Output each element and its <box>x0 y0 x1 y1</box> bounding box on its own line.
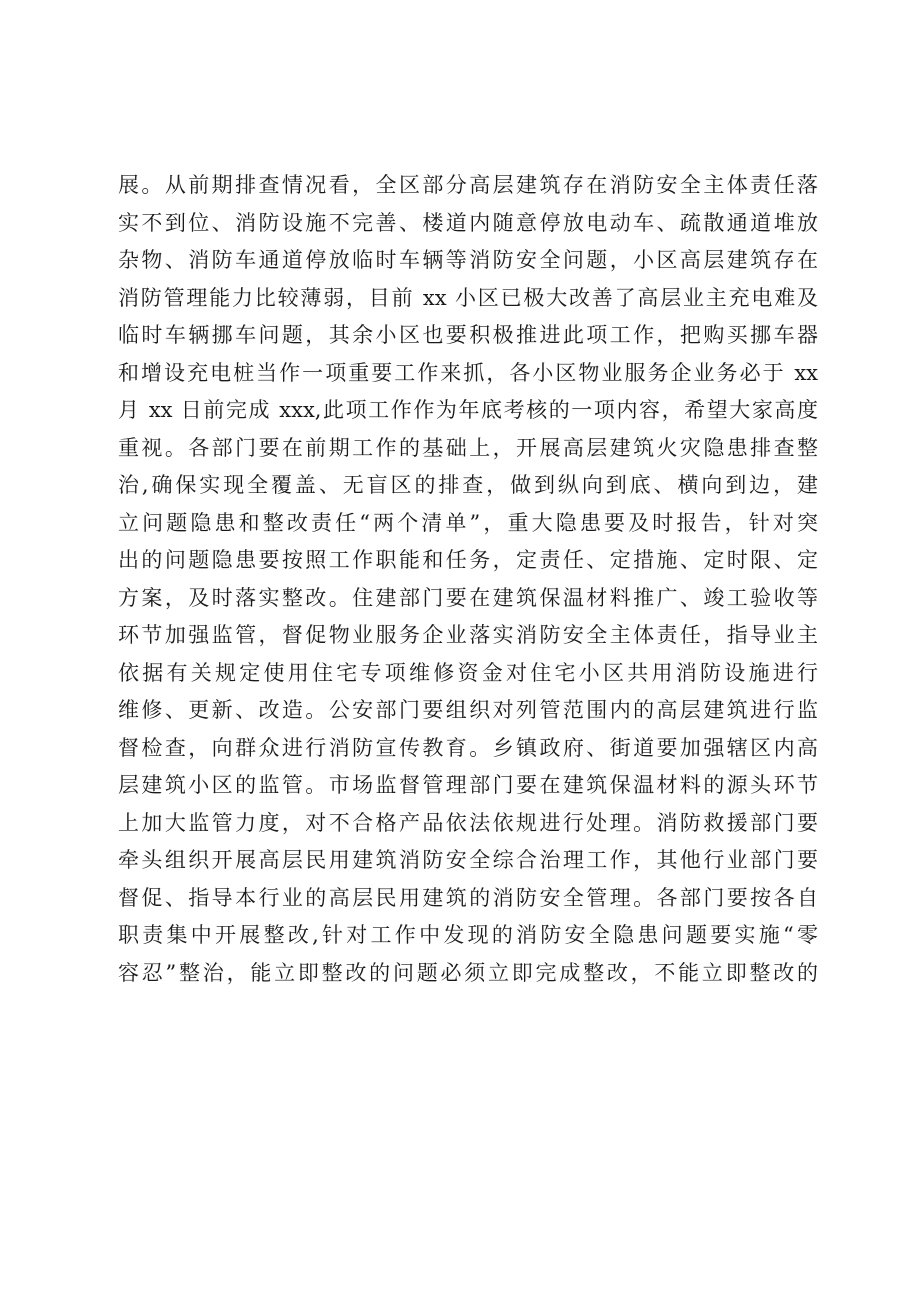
text-line: 重视。各部门要在前期工作的基础上，开展高层建筑火灾隐患排查整 <box>118 435 818 460</box>
text-line: 临时车辆挪车问题，其余小区也要积极推进此项工作，把购买挪车器 <box>118 323 818 347</box>
text-line: 方案，及时落实整改。住建部门要在建筑保温材料推广、竣工验收等 <box>118 585 818 610</box>
text-line: 出的问题隐患要按照工作职能和任务，定责任、定措施、定时限、定 <box>118 548 818 572</box>
text-line: 环节加强监管，督促物业服务企业落实消防安全主体责任，指导业主 <box>118 623 818 647</box>
text-line: 依据有关规定使用住宅专项维修资金对住宅小区共用消防设施进行 <box>118 660 818 685</box>
text-line: 立问题隐患和整改责任“两个清单”，重大隐患要及时报告，针对突 <box>118 510 818 535</box>
text-line: 职责集中开展整改,针对工作中发现的消防安全隐患问题要实施“零 <box>118 923 818 947</box>
text-line: 牵头组织开展高层民用建筑消防安全综合治理工作，其他行业部门要 <box>118 848 818 872</box>
text-line: 展。从前期排查情况看，全区部分高层建筑存在消防安全主体责任落 <box>118 173 818 197</box>
text-line: 督促、指导本行业的高层民用建筑的消防安全管理。各部门要按各自 <box>118 885 818 910</box>
text-line: 督检查，向群众进行消防宣传教育。乡镇政府、街道要加强辖区内高 <box>118 735 818 760</box>
text-line: 上加大监管力度，对不合格产品依法依规进行处理。消防救援部门要 <box>118 810 818 835</box>
text-line: 层建筑小区的监管。市场监督管理部门要在建筑保温材料的源头环节 <box>118 773 818 797</box>
text-line: 实不到位、消防设施不完善、楼道内随意停放电动车、疏散通道堆放 <box>118 210 818 235</box>
body-paragraph <box>118 167 818 992</box>
text-line: 容忍”整治，能立即整改的问题必须立即完成整改，不能立即整改的 <box>118 960 818 985</box>
text-line: 维修、更新、改造。公安部门要组织对列管范围内的高层建筑进行监 <box>118 698 818 722</box>
text-line: 和增设充电桩当作一项重要工作来抓，各小区物业服务企业务必于 xx <box>118 360 818 385</box>
text-line: 消防管理能力比较薄弱，目前 xx 小区已极大改善了高层业主充电难及 <box>118 285 818 310</box>
text-line: 杂物、消防车通道停放临时车辆等消防安全问题，小区高层建筑存在 <box>118 248 818 272</box>
text-line: 月 xx 日前完成 xxx,此项工作作为年底考核的一项内容，希望大家高度 <box>118 398 818 422</box>
text-line: 治,确保实现全覆盖、无盲区的排查，做到纵向到底、横向到边，建 <box>118 473 818 497</box>
